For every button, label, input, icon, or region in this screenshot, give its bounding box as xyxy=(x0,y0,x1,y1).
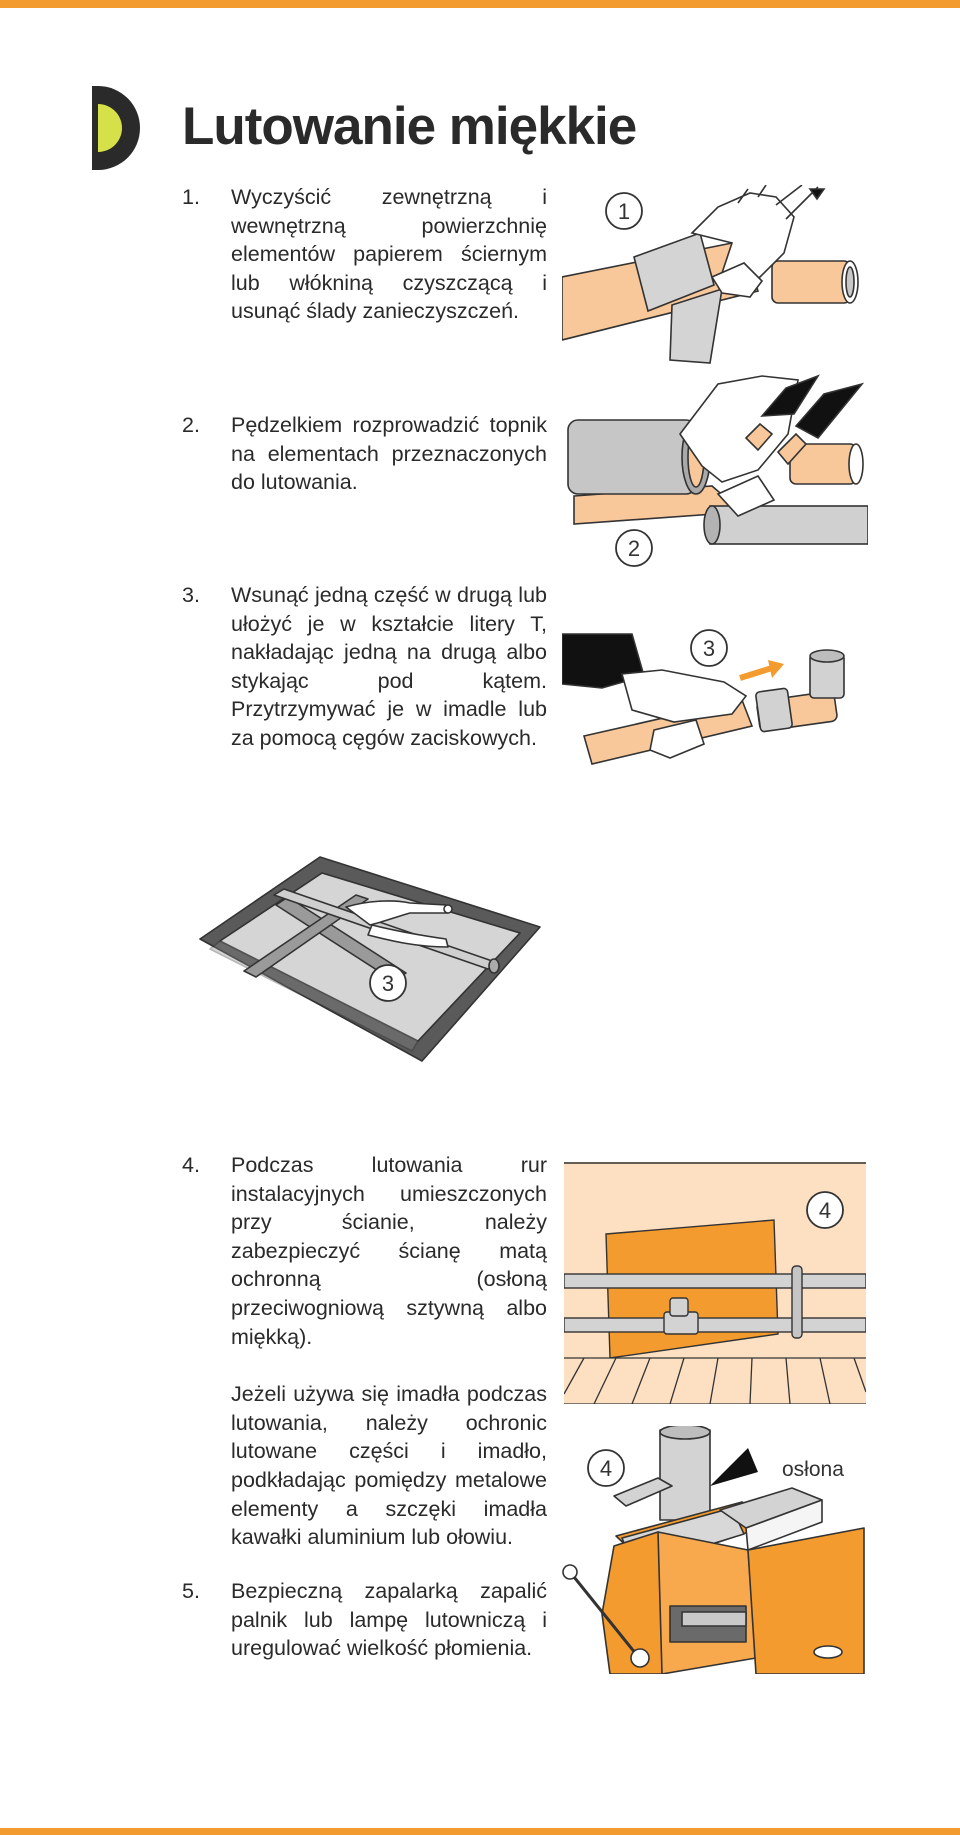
step-number: 5. xyxy=(182,1579,200,1603)
step-text-secondary: Jeżeli używa się imadła podczas lutowania, należy ochronic lutowane części i imadło, podkładając pomiędzy metalowe elementy a szczęki imadła kawałki aluminium lub ołowiu. xyxy=(231,1382,547,1550)
step-text: Pędzelkiem rozprowadzić topnik na elementach przeznaczonych do lutowania. xyxy=(231,413,547,495)
step-number: 4. xyxy=(182,1153,200,1177)
t-joint-assembly-illustration xyxy=(562,626,868,766)
step-number: 2. xyxy=(182,413,200,437)
step-text: Podczas lutowania rur instalacyjnych umieszczonych przy ścianie, należy zabezpieczyć ścianę matą ochronną (osłoną przeciwogniową sztywną albo miękką). xyxy=(231,1153,547,1349)
step-text: Wyczyścić zewnętrzną i wewnętrzną powierzchnię elementów papierem ściernym lub włókniną czyszczącą i usunąć ślady zanieczyszczeń. xyxy=(231,185,547,324)
wall-protection-mat-illustration xyxy=(564,1162,866,1404)
figure-label-2: 2 xyxy=(627,536,641,561)
chapter-marker-icon xyxy=(92,84,142,172)
step-number: 1. xyxy=(182,185,200,209)
vise-protection-illustration xyxy=(562,1426,868,1674)
pipe-cleaning-illustration xyxy=(562,185,868,365)
top-accent-bar xyxy=(0,0,960,8)
flux-application-illustration xyxy=(562,374,868,574)
figure-label-3b: 3 xyxy=(381,971,395,996)
step-text: Bezpieczną zapalarką zapalić palnik lub lampę lutowniczą i uregulować wielkość płomienia. xyxy=(231,1579,547,1661)
figure-label-3: 3 xyxy=(702,636,716,661)
figure-label-4a: 4 xyxy=(818,1198,832,1223)
step-text: Wsunąć jedną część w drugą lub ułożyć je w kształcie litery T, nakładając jedną na drugą albo stykając pod kątem. Przytrzymywać je w imadle lub za pomocą cęgów zaciskowych. xyxy=(231,583,547,750)
figure-label-1: 1 xyxy=(617,199,631,224)
step-number: 3. xyxy=(182,583,200,607)
page-title: Lutowanie miękkie xyxy=(182,97,637,156)
bottom-accent-bar xyxy=(0,1828,960,1835)
oslona-label: osłona xyxy=(782,1458,844,1481)
figure-label-4b: 4 xyxy=(599,1456,613,1481)
frame-clamp-illustration xyxy=(196,855,544,1067)
